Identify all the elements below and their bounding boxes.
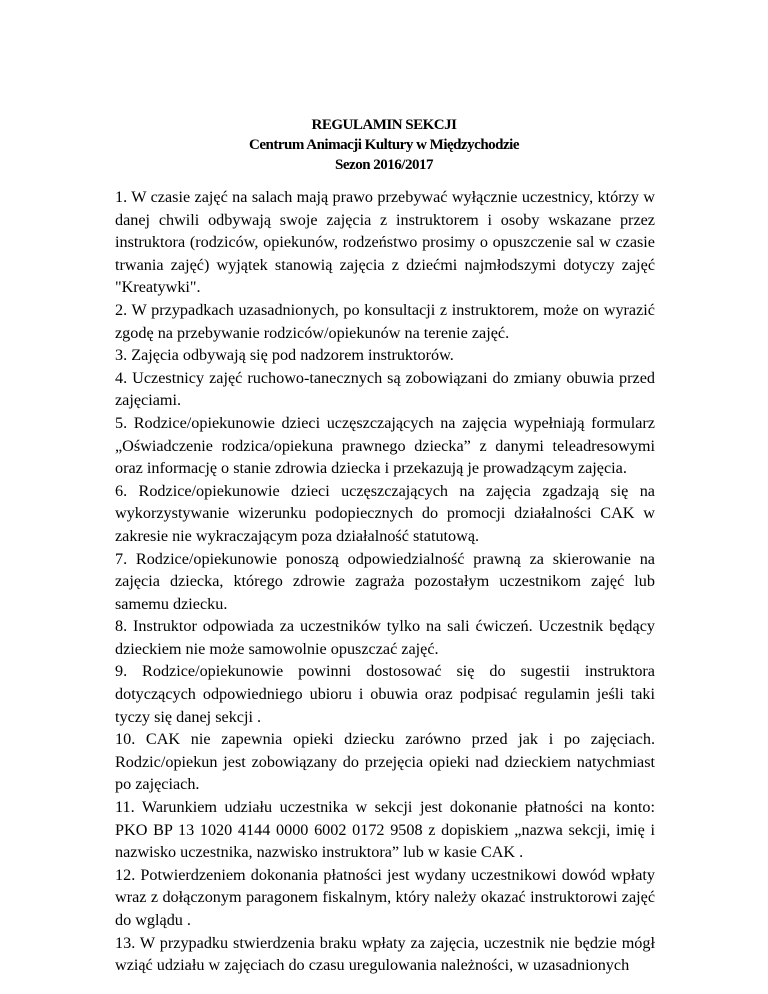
- regulations-body: [115, 186, 655, 977]
- regulation-paragraph-8: 8. Instruktor odpowiada za uczestników tylko na sali ćwiczeń. Uczestnik będący dzieckiem nie może samowolnie opuszczać zajęć.: [115, 617, 655, 658]
- regulation-paragraph-11: 11. Warunkiem udziału uczestnika w sekcji jest dokonanie płatności na konto: PKO BP 13 1020 4144 0000 6002 0172 9508 z dopiskiem „nazwa sekcji, imię i nazwisko uczestnika, nazwisko instruktora” lub w kasie CAK .: [115, 798, 655, 862]
- document-subtitle: Centrum Animacji Kultury w Międzychodzie: [249, 137, 519, 153]
- document-season: Sezon 2016/2017: [335, 157, 433, 173]
- regulation-paragraph-3: 3. Zajęcia odbywają się pod nadzorem instruktorów.: [115, 346, 454, 365]
- regulation-paragraph-12: 12. Potwierdzeniem dokonania płatności jest wydany uczestnikowi dowód wpłaty wraz z dołączonym paragonem fiskalnym, który należy okazać instruktorowi zajęć do wglądu .: [115, 865, 655, 929]
- document-header: [0, 115, 768, 175]
- regulation-paragraph-13: 13. W przypadku stwierdzenia braku wpłaty za zajęcia, uczestnik nie będzie mógł wziąć udziału w zajęciach do czasu uregulowania należności, w uzasadnionych: [115, 933, 655, 975]
- regulation-paragraph-9: 9. Rodzice/opiekunowie powinni dostosować się do sugestii instruktora dotyczących odpowiedniego ubioru i obuwia oraz podpisać regulamin jeśli taki tyczy się danej sekcji .: [115, 662, 655, 726]
- document-title: REGULAMIN SEKCJI: [311, 117, 457, 133]
- regulation-paragraph-5: 5. Rodzice/opiekunowie dzieci uczęszczających na zajęcia wypełniają formularz „Oświadczenie rodzica/opiekuna prawnego dziecka” z danymi teleadresowymi oraz informację o stanie zdrowia dziecka i przekazują je prowadzącym zajęcia.: [115, 413, 655, 478]
- regulation-paragraph-6: 6. Rodzice/opiekunowie dzieci uczęszczających na zajęcia zgadzają się na wykorzystywanie wizerunku podopiecznych do promocji działalności CAK w zakresie nie wykraczającym poza działalność statutową.: [115, 481, 655, 545]
- regulation-paragraph-4: 4. Uczestnicy zajęć ruchowo-tanecznych są zobowiązani do zmiany obuwia przed zajęciami.: [115, 368, 655, 410]
- regulation-paragraph-10: 10. CAK nie zapewnia opieki dziecku zarówno przed jak i po zajęciach. Rodzic/opiekun jest zobowiązany do przejęcia opieki nad dzieckiem natychmiast po zajęciach.: [115, 730, 655, 794]
- regulation-paragraph-2: 2. W przypadkach uzasadnionych, po konsultacji z instruktorem, może on wyrazić zgodę na przebywanie rodziców/opiekunów na terenie zajęć.: [115, 300, 655, 342]
- regulation-paragraph-7: 7. Rodzice/opiekunowie ponoszą odpowiedzialność prawną za skierowanie na zajęcia dziecka, którego zdrowie zagraża pozostałym uczestnikom zajęć lub samemu dziecku.: [115, 549, 655, 613]
- regulation-paragraph-1: 1. W czasie zajęć na salach mają prawo przebywać wyłącznie uczestnicy, którzy w danej chwili odbywają swoje zajęcia z instruktorem i osoby wskazane przez instruktora (rodziców, opiekunów, rodzeństwo prosimy o opuszczenie sal w czasie trwania zajęć) wyjątek stanowią zajęcia z dziećmi najmłodszymi dotyczy zajęć "Kreatywki".: [115, 188, 655, 297]
